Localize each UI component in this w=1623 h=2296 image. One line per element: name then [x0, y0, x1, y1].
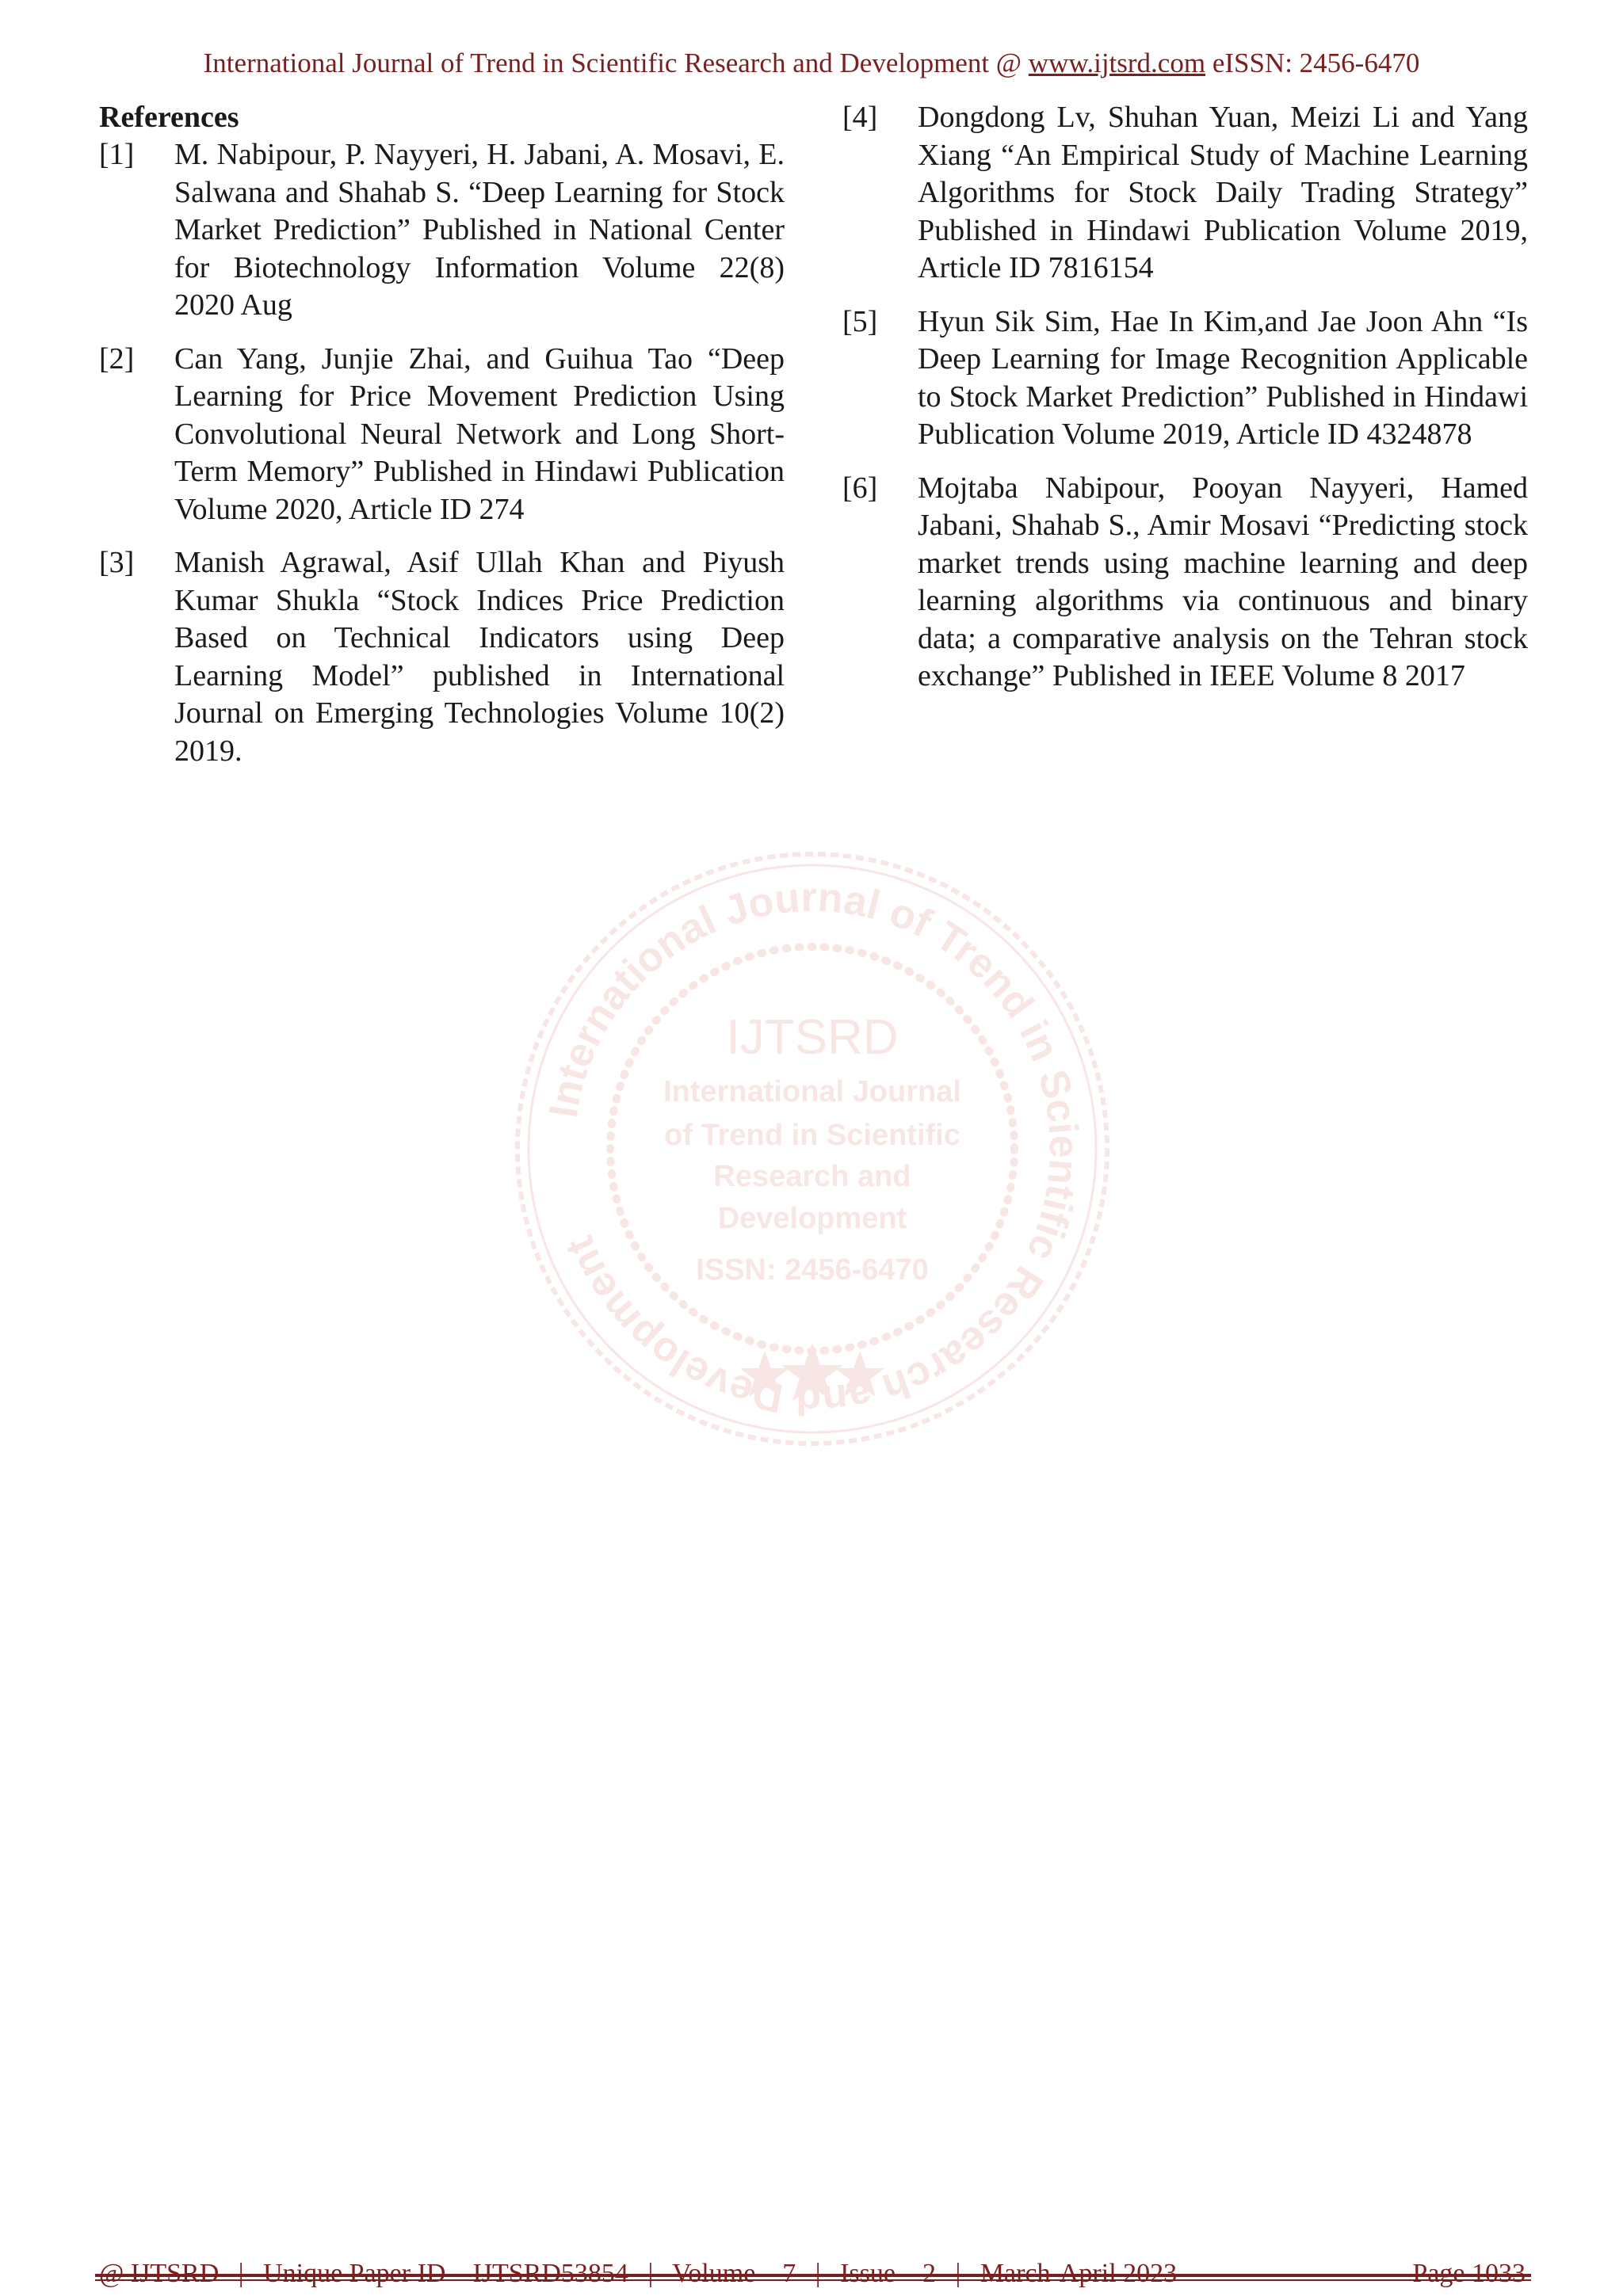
footer-date: March-April 2023 — [980, 2258, 1178, 2288]
ijtsrd-seal-watermark — [507, 844, 1117, 1454]
reference-item — [842, 303, 1528, 454]
seal-line: International Journal — [663, 1075, 961, 1108]
reference-item — [842, 99, 1528, 288]
footer-separator: | — [955, 2258, 961, 2288]
footer-separator: | — [815, 2258, 821, 2288]
reference-item — [842, 470, 1528, 696]
reference-text: Mojtaba Nabipour, Pooyan Nayyeri, Hamed Jabani, Shahab S., Amir Mosavi “Predicting stock market trends using machine learning and deep learning algorithms via continuous and binary data; a comparative analysis on the Tehran stock exchange” Published in IEEE Volume 8 2017 — [918, 471, 1528, 692]
seal-line: of Trend in Scientific — [664, 1119, 960, 1152]
reference-number: [6] — [842, 471, 878, 505]
reference-item — [99, 136, 785, 325]
reference-item — [99, 341, 785, 529]
reference-item — [99, 544, 785, 770]
footer-paper-id: Unique Paper ID – IJTSRD53854 — [263, 2258, 628, 2288]
footer-page-number: Page 1033 — [1412, 2258, 1526, 2288]
footer-separator: | — [647, 2258, 654, 2288]
footer-volume: Volume – 7 — [672, 2258, 796, 2288]
reference-text: Hyun Sik Sim, Hae In Kim,and Jae Joon Ahn “Is Deep Learning for Image Recognition Applicable to Stock Market Prediction” Published in Hindawi Publication Volume 2019, Article ID 4324878 — [918, 304, 1528, 451]
seal-title: IJTSRD — [726, 1010, 899, 1065]
reference-number: [3] — [99, 546, 135, 579]
journal-url-link[interactable]: www.ijtsrd.com — [1028, 48, 1206, 78]
reference-text: Dongdong Lv, Shuhan Yuan, Meizi Li and Yang Xiang “An Empirical Study of Machine Learning Algorithms for Stock Daily Trading Strategy” Published in Hindawi Publication Volume 2019, Article ID 7816154 — [918, 101, 1528, 284]
references-heading: References — [99, 101, 239, 134]
reference-text: Can Yang, Junjie Zhai, and Guihua Tao “Deep Learning for Price Movement Prediction Using Convolutional Neural Network and Long Short-Term Memory” Published in Hindawi Publication Volume 2020, Article ID 274 — [174, 341, 785, 526]
references-right-column — [842, 99, 1528, 711]
reference-number: [2] — [99, 341, 135, 376]
seal-line: Research and — [713, 1160, 911, 1193]
footer-ijtsrd: @ IJTSRD — [99, 2258, 220, 2288]
journal-name: International Journal of Trend in Scientific Research and Development @ — [203, 48, 1029, 78]
reference-text: M. Nabipour, P. Nayyeri, H. Jabani, A. Mosavi, E. Salwana and Shahab S. “Deep Learning for Stock Market Prediction” Published in National Center for Biotechnology Information Volume 22(8) 2020 Aug — [174, 138, 785, 322]
references-left-column — [99, 99, 785, 786]
page-footer — [99, 2251, 1526, 2296]
reference-number: [1] — [99, 138, 135, 171]
seal-ring-text: International Journal of Trend in Scientific Research and Development — [540, 874, 1087, 1424]
reference-number: [5] — [842, 304, 878, 338]
journal-issn: eISSN: 2456-6470 — [1205, 48, 1420, 78]
seal-line: Development — [717, 1202, 907, 1235]
reference-text: Manish Agrawal, Asif Ullah Khan and Piyush Kumar Shukla “Stock Indices Price Prediction Based on Technical Indicators using Deep Learning Model” published in International Journal on Emerging Technologies Volume 10(2) 2019. — [174, 546, 785, 768]
footer-issue: Issue – 2 — [840, 2258, 936, 2288]
reference-number: [4] — [842, 101, 878, 134]
footer-separator: | — [238, 2258, 244, 2288]
running-header — [0, 48, 1623, 79]
seal-issn: ISSN: 2456-6470 — [696, 1253, 929, 1287]
